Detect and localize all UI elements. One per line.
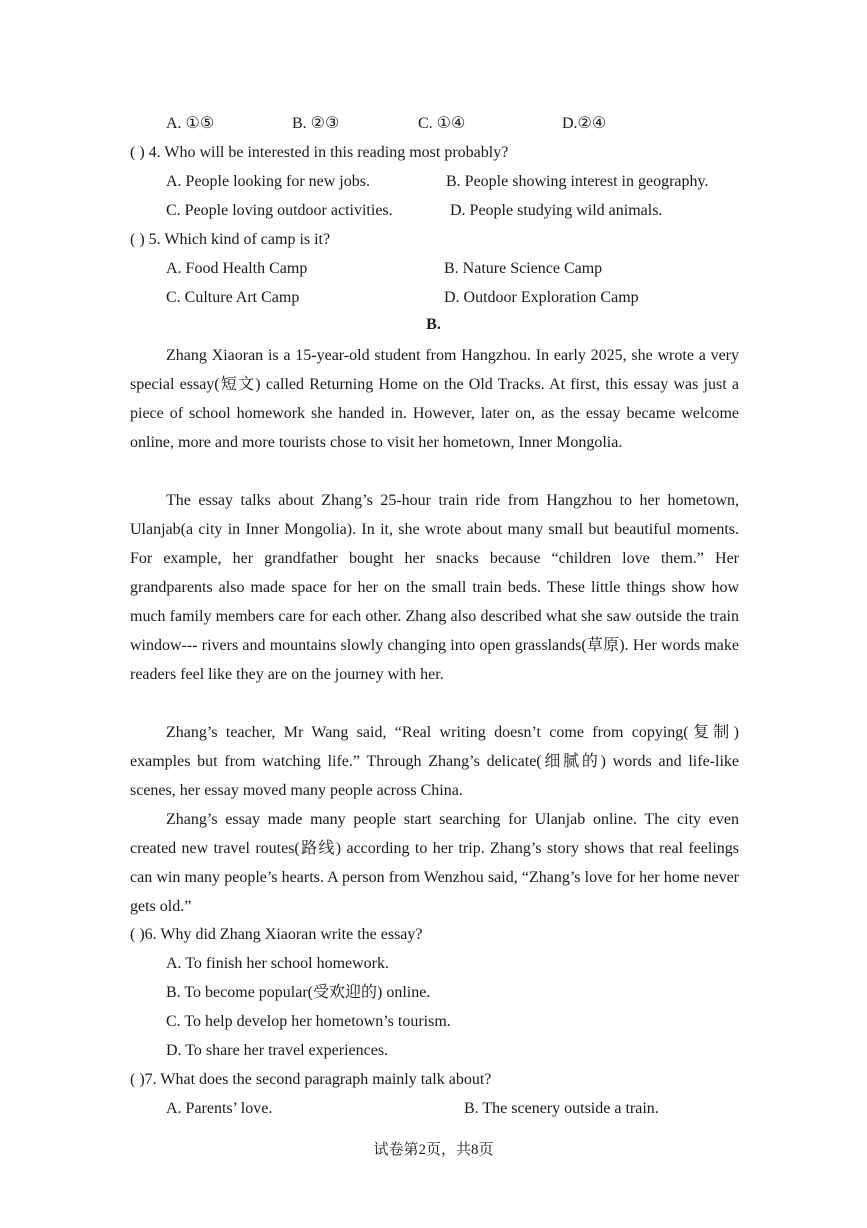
q5-stem: ( ) 5. Which kind of camp is it? — [130, 231, 331, 248]
q5-option-d: D. Outdoor Exploration Camp — [444, 289, 639, 306]
q6-option-c: C. To help develop her hometown’s tourism. — [166, 1013, 451, 1030]
q7-option-b: B. The scenery outside a train. — [464, 1100, 659, 1117]
q5-option-b: B. Nature Science Camp — [444, 260, 603, 277]
q3-option-d: D.②④ — [562, 115, 607, 132]
q6-option-a: A. To finish her school homework. — [166, 955, 389, 972]
q3-option-a: A. ①⑤ — [166, 115, 215, 132]
q3-option-c: C. ①④ — [418, 115, 466, 132]
q6-stem: ( )6. Why did Zhang Xiaoran write the essay? — [130, 926, 423, 943]
q4-option-d: D. People studying wild animals. — [450, 202, 663, 219]
q5-option-a: A. Food Health Camp — [166, 260, 308, 277]
q3-option-b: B. ②③ — [292, 115, 340, 132]
q7-stem: ( )7. What does the second paragraph mainly talk about? — [130, 1071, 492, 1088]
section-b-heading: B. — [426, 316, 441, 333]
q6-option-d: D. To share her travel experiences. — [166, 1042, 389, 1059]
q4-stem: ( ) 4. Who will be interested in this reading most probably? — [130, 144, 509, 161]
passage-paragraph-2: The essay talks about Zhang’s 25-hour train ride from Hangzhou to her hometown, Ulanjab(a city in Inner Mongolia). In it, she wrote about many small but beautiful moments. For example, her grandfather bought her snacks because “children love them.” Her grandparents also made space for her on the small train beds. These little things show how much family members care for each other. Zhang also described what she saw outside the train window--- rivers and mountains slowly changing into open grasslands(草原). Her words make readers feel like they are on the journey with her. — [130, 492, 739, 683]
q4-option-c: C. People loving outdoor activities. — [166, 202, 393, 219]
page-footer: 试卷第2页，共8页 — [373, 1142, 494, 1158]
q5-option-c: C. Culture Art Camp — [166, 289, 300, 306]
passage-paragraph-1: Zhang Xiaoran is a 15-year-old student from Hangzhou. In early 2025, she wrote a very special essay(短文) called Returning Home on the Old Tracks. At first, this essay was just a piece of school homework she handed in. However, later on, as the essay became welcome online, more and more tourists chose to visit her hometown, Inner Mongolia. — [130, 347, 739, 451]
q6-option-b: B. To become popular(受欢迎的) online. — [166, 984, 431, 1001]
q4-option-a: A. People looking for new jobs. — [166, 173, 370, 190]
passage-paragraph-3: Zhang’s teacher, Mr Wang said, “Real writing doesn’t come from copying(复制) examples but from watching life.” Through Zhang’s delicate(细腻的) words and life-like scenes, her essay moved many people across China. — [130, 724, 739, 799]
passage-paragraph-4: Zhang’s essay made many people start searching for Ulanjab online. The city even created new travel routes(路线) according to her trip. Zhang’s story shows that real feelings can win many people’s hearts. A person from Wenzhou said, “Zhang’s love for her home never gets old.” — [130, 811, 739, 915]
q7-option-a: A. Parents’ love. — [166, 1100, 273, 1117]
q4-option-b: B. People showing interest in geography. — [446, 173, 709, 190]
